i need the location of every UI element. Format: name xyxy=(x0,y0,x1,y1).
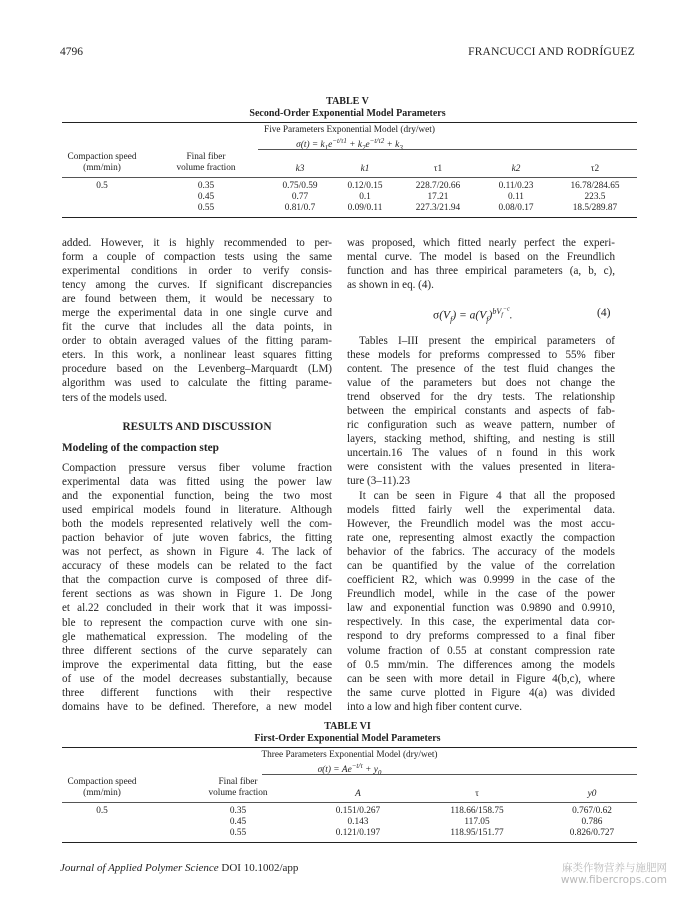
left-paragraph-2: Compaction pressure versus fiber volume fraction experimental data was fitted using the power law and the exponential function, being the two most used empirical models found in literature. Although both the models represented relatively well the com- paction behavior of jute woven fabrics, the fitting was not perfect, as shown in Figure 4. The lack of accuracy of these models can be related to the fact that the compaction curve is composed of three dif- ferent sections as was shown in Figure 1. De Jong et al.22 concluded in their work that it was impossi- ble to represent the compaction curve with one sin- gle mathematical expression. The modeling of the three different sections of the curve separately can improve the experimental data fitting, but the ease of use of the model decreases substantially, because three different functions with their respective domains have to be defined. Therefore, a new model xyxy=(62,462,332,713)
equation-4: $\sigma(V_f) = a(V_f)^{bV_f^{-c}}$. xyxy=(433,306,513,324)
running-header xyxy=(60,46,635,62)
table5-tau2-col: 16.78/284.65 223.5 18.5/289.87 xyxy=(570,181,620,213)
table5-label: TABLE V xyxy=(326,96,369,107)
table5-header-k1: k1 xyxy=(360,164,370,174)
right-paragraph-3: It can be seen in Figure 4 that all the proposed models fitted fairly well the experimental data. However, the Freundlich model was the most accu- rate one, representing almost exactly the compaction behavior of the fabrics. The accuracy of the models can be quantified by the value of the correlation coefficient R2, which was 0.9999 in the case of the Freundlich model, while in the case of the power law and exponential function was 0.9890 and 0.9910, respectively. In this case, the experimental data cor- respond to dry preforms compressed to a final fiber volume fraction of 0.55 at constant compression rate of 0.5 mm/min. The differences among the models can be seen with more detail in Figure 4(b,c), where the same curve plotted in Figure 4(a) was divided into a low and high fiber content curve. xyxy=(347,490,615,713)
table6-bottom-rule xyxy=(62,842,637,843)
table6-header-tau: τ xyxy=(475,789,479,799)
table6-equation: $\sigma(t) = Ae^{-t/\tau} + y_0$ xyxy=(317,762,382,777)
table5-header-rule xyxy=(62,177,637,178)
table6-header-fraction: Final fiber volume fraction xyxy=(208,777,268,798)
right-paragraph-1: was proposed, which fitted nearly perfect the experi- mental curve. The model is based on the Freundlich function and has three empirical parameters (a, b, c), as shown in eq. (4). xyxy=(347,237,615,292)
section-heading: RESULTS AND DISCUSSION xyxy=(122,421,272,433)
table5-k2-col: 0.11/0.23 0.11 0.08/0.17 xyxy=(498,181,534,213)
table6-A-col: 0.151/0.267 0.143 0.121/0.197 xyxy=(335,806,381,838)
table6-y0-col: 0.767/0.62 0.786 0.826/0.727 xyxy=(569,806,615,838)
doi: DOI 10.1002/app xyxy=(221,862,299,874)
table5-tau1-col: 228.7/20.66 17.21 227.3/21.94 xyxy=(415,181,461,213)
table5-header-tau2: τ2 xyxy=(590,164,600,174)
subheading: Modeling of the compaction step xyxy=(62,442,219,454)
table6-top-rule xyxy=(62,747,637,748)
table6-header-A: A xyxy=(355,789,361,799)
table6-label: TABLE VI xyxy=(324,721,371,732)
table5-header-tau1: τ1 xyxy=(433,164,443,174)
table5-k1-col: 0.12/0.15 0.1 0.09/0.11 xyxy=(347,181,383,213)
table5-top-rule xyxy=(62,122,637,123)
table5-bottom-rule xyxy=(62,217,637,218)
right-paragraph-2: Tables I–III present the empirical parameters of these models for preforms compressed to 55% fiber content. The presence of the test fluid changes the value of the parameters but does not change the trend observed for the dry tests. The relationship between the empirical constants and aspects of fab- ric configuration such as weave pattern, number of layers, stacking method, shifting, and nesting is still uncertain.16 The values of n found in this work were consistent with the values presented in litera- ture (3–11).23 xyxy=(347,335,615,488)
equation-number: (4) xyxy=(597,307,611,319)
table6-title: First-Order Exponential Model Parameters xyxy=(254,733,441,744)
table6-header-y0: y0 xyxy=(587,789,597,799)
table5-model-title: Five Parameters Exponential Model (dry/wet) xyxy=(264,125,435,135)
table6-header-rule xyxy=(62,802,637,803)
table5-header-speed: Compaction speed (mm/min) xyxy=(67,152,137,173)
table6-tau-col: 118.66/158.75 117.05 118.95/151.77 xyxy=(450,806,504,838)
left-paragraph-1: added. However, it is highly recommended to per- form a couple of compaction tests using the same experimental conditions in order to verify consis- tency among the curves. If significant discrepancies are found between them, it would be necessary to merge the experimental data in one single curve and fit the curve that includes all the data points, in order to obtain averaged values of the fitting param- eters. In this work, a nonlinear least squares fitting procedure based on the Levenberg–Marquardt (LM) algorithm was used to calculate the fitting parame- ters of the models used. xyxy=(62,237,332,404)
table5-header-k2: k2 xyxy=(511,164,521,174)
table6-speed: 0.5 xyxy=(96,806,108,816)
table5-fraction-col: 0.35 0.45 0.55 xyxy=(197,181,215,213)
table6-fraction-col: 0.35 0.45 0.55 xyxy=(229,806,247,838)
table6-model-title: Three Parameters Exponential Model (dry/wet) xyxy=(261,750,438,760)
table5-equation: $\sigma(t) = k_1e^{-t/\tau 1} + k_2e^{-t/\tau 2} + k_3$ xyxy=(296,137,403,152)
table5-speed: 0.5 xyxy=(96,181,108,191)
table5-header-fraction: Final fiber volume fraction xyxy=(176,152,236,173)
footer xyxy=(60,862,298,874)
watermark: 麻类作物营养与施肥网 www.fibercrops.com xyxy=(560,862,667,886)
table6-sub-rule xyxy=(262,774,637,775)
journal-name: Journal of Applied Polymer Science xyxy=(60,862,219,874)
table5-title: Second-Order Exponential Model Parameters xyxy=(249,108,446,119)
running-title: FRANCUCCI AND RODRÍGUEZ xyxy=(468,46,635,58)
table5-k3-col: 0.75/0.59 0.77 0.81/0.7 xyxy=(282,181,318,213)
table6-header-speed: Compaction speed (mm/min) xyxy=(67,777,137,798)
table5-header-k3: k3 xyxy=(295,164,305,174)
page-number: 4796 xyxy=(60,46,83,58)
table5-sub-rule xyxy=(258,149,637,150)
